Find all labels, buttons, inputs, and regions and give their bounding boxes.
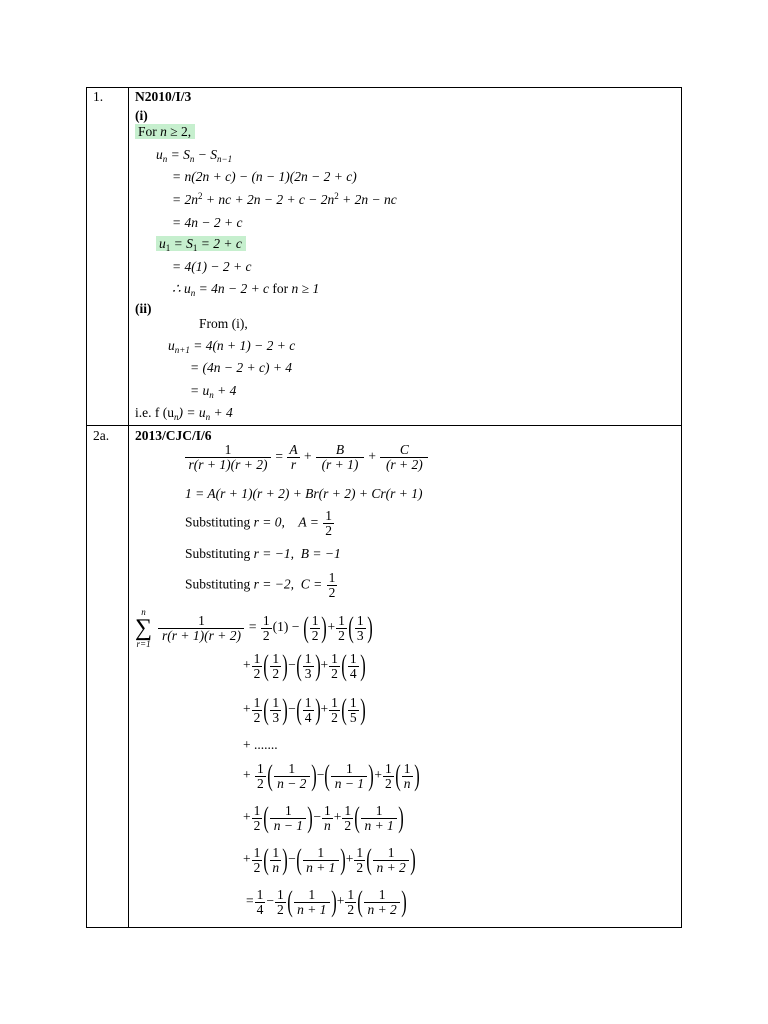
substitution-r-minus-1: Substituting r = −1, B = −1 bbox=[185, 546, 341, 561]
recurrence-line-1: = (4n − 2 + c) + 4 bbox=[190, 360, 293, 375]
substitution-r-0: Substituting r = 0, A = $\frac{1}{2}$ bbox=[185, 508, 333, 538]
part-i-label: (i) bbox=[135, 108, 148, 123]
question-2a-number: 2a. bbox=[93, 428, 110, 443]
u-n-plus-1-line: $u_{n+1} = 4(n + 1) - 2 + c$ bbox=[168, 338, 296, 355]
from-i-text: From (i), bbox=[199, 316, 248, 331]
question-1-reference: N2010/I/3 bbox=[135, 89, 192, 104]
substitution-r-minus-2: Substituting r = −2, C = $\frac{1}{2}$ bbox=[185, 570, 336, 600]
row-divider bbox=[86, 425, 682, 426]
summation-line-2: + $\frac{1}{2}$ ( $\frac{1}{2}$ )−( $\frac{1}{3}$ )+ $\frac{1}{2}$ ( $\frac{1}{4}$ ) bbox=[243, 649, 366, 682]
expansion-line-1: = n(2n + c) − (n − 1)(2n − 2 + c) bbox=[172, 169, 357, 184]
un-definition: $u_n = S_n - S_{n-1}$ bbox=[156, 147, 233, 164]
summation-result: = $\frac{1}{4}$ − $\frac{1}{2}$ ( $\frac{1}{n + 1}$ )+ $\frac{1}{2}$ ( $\frac{1}{n + 2}$ ) bbox=[246, 885, 407, 918]
summation-line-4: + $\frac{1}{2}$ ( $\frac{1}{n - 2}$ )−( $\frac{1}{n - 1}$ )+ $\frac{1}{2}$ ( $\frac{1}{n}$ ) bbox=[243, 759, 420, 792]
cover-up-identity: 1 = A(r + 1)(r + 2) + Br(r + 2) + Cr(r + 1) bbox=[185, 486, 423, 501]
recurrence-conclusion: i.e. f $(u_n) = u_n + 4$ bbox=[135, 405, 233, 422]
u1-highlight: $u_1 = S_1 = 2 + c$ bbox=[156, 236, 246, 252]
table-border bbox=[86, 87, 682, 928]
summation-line-6: + $\frac{1}{2}$ ( $\frac{1}{n}$ )−( $\frac{1}{n + 1}$ )+ $\frac{1}{2}$ ( $\frac{1}{n + 2}$ ) bbox=[243, 843, 416, 876]
partial-fraction-decomposition: $\frac{1}{r(r + 1)(r + 2)}$ = $\frac{A}{r}$ + $\frac{B}{(r + 1)}$ + $\frac{C}{(r + 2)}$ bbox=[184, 443, 429, 472]
summation-line-5: + $\frac{1}{2}$ ( $\frac{1}{n - 1}$ )− $\frac{1}{n}$ + $\frac{1}{2}$ ( $\frac{1}{n + 1}$ ) bbox=[243, 801, 404, 834]
summation-line-3: + $\frac{1}{2}$ ( $\frac{1}{3}$ )−( $\frac{1}{4}$ )+ $\frac{1}{2}$ ( $\frac{1}{5}$ ) bbox=[243, 693, 366, 726]
u1-evaluation: = 4(1) − 2 + c bbox=[172, 259, 252, 274]
summation-line-1: n ∑ r=1 $\frac{1}{r(r + 1)(r + 2)}$ = $\frac{1}{2}$ (1) − ( $\frac{1}{2}$ )+ $\frac{1}{2}$ ( $\frac{1}{3}$ ) bbox=[135, 607, 373, 649]
general-term-result: ∴ $u_n = 4n - 2 + c$ for n ≥ 1 bbox=[172, 281, 320, 298]
recurrence-line-2: = $u_n + 4$ bbox=[190, 383, 237, 400]
summation-ellipsis: + ....... bbox=[243, 737, 278, 752]
expansion-line-2: = $2n^2$ + nc + $2n - 2 + c - 2n^2 + 2n$ − nc bbox=[172, 191, 397, 207]
column-divider bbox=[128, 87, 129, 928]
question-2a-reference: 2013/CJC/I/6 bbox=[135, 428, 212, 443]
question-1-number: 1. bbox=[93, 89, 104, 104]
part-ii-label: (ii) bbox=[135, 301, 152, 316]
condition-n-ge-2: For n ≥ 2, bbox=[135, 124, 195, 140]
solution-table bbox=[86, 87, 682, 928]
expansion-line-3: = 4n − 2 + c bbox=[172, 215, 243, 230]
